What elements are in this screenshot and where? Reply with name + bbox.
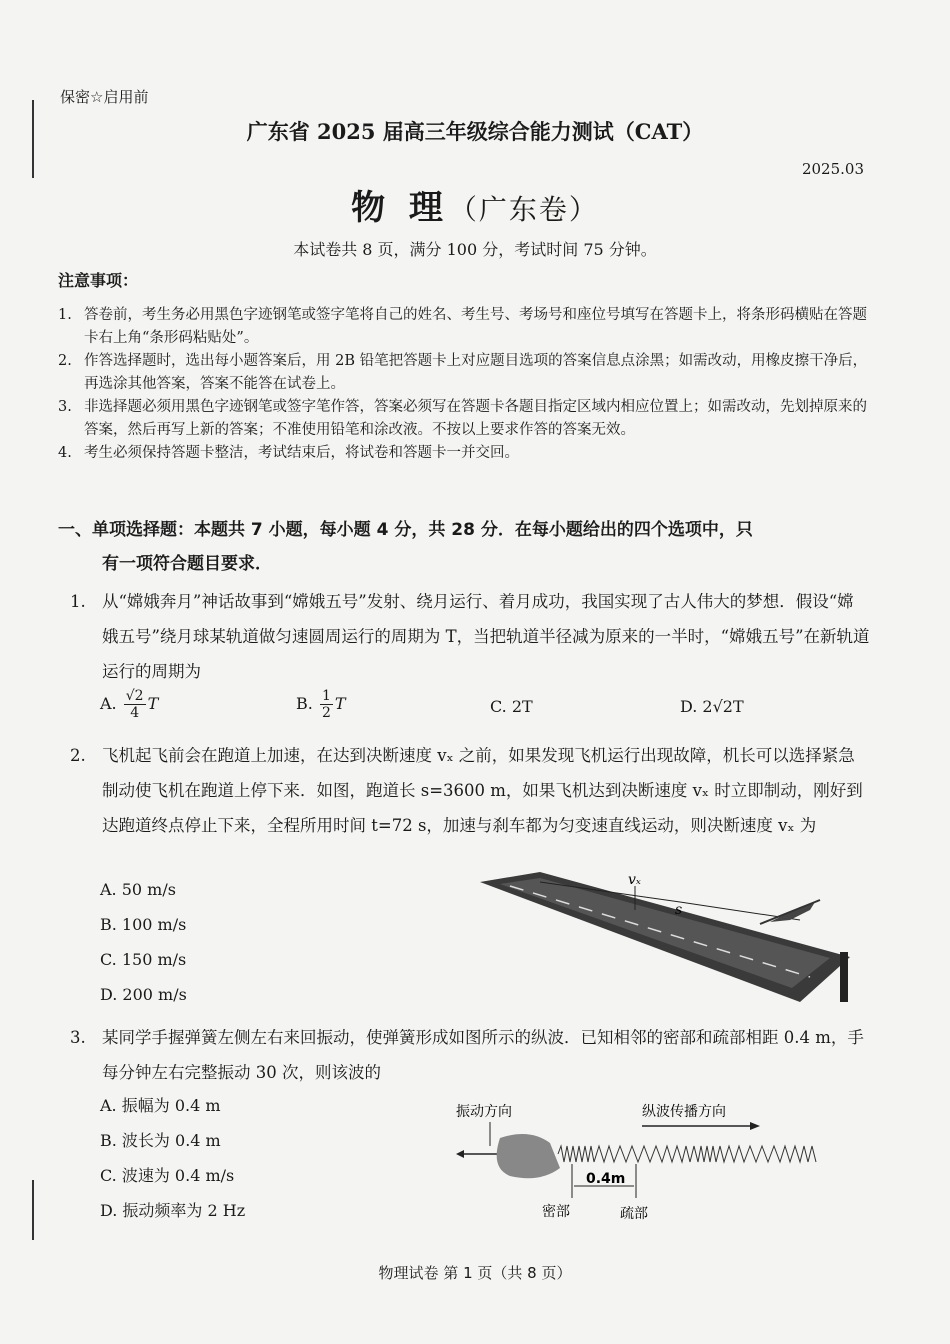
notes-title: 注意事项： [58,271,139,290]
q2-option-a: A. 50 m/s [100,880,176,899]
sparse-label: 疏部 [620,1206,648,1222]
q1-option-b: B. $\frac{1}{2}$ T [296,688,346,721]
question-3 [70,1020,870,1090]
subject-title [0,180,950,229]
hand-icon [497,1134,560,1178]
distance-label: 0.4m [586,1171,626,1187]
q3-option-d: D. 振动频率为 2 Hz [100,1201,246,1220]
confidential-label: 保密☆启用前 [60,88,149,106]
question-number: 1. [70,592,86,611]
q3-option-a: A. 振幅为 0.4 m [100,1096,221,1115]
vibration-direction-label: 振动方向 [456,1104,512,1120]
s-label: s [675,902,683,918]
vx-label: vₓ [628,872,641,888]
question-number: 3. [70,1028,86,1047]
question-number: 2. [70,746,86,765]
runway-figure [470,862,860,1012]
exam-title: 广东省 2025 届高三年级综合能力测试（CAT） [246,119,704,144]
spring-wave-figure [450,1098,870,1228]
q3-option-b: B. 波长为 0.4 m [100,1131,221,1150]
page-footer: 物理试卷 第 1 页（共 8 页） [378,1264,572,1282]
q1-option-d: D. 2√2T [680,697,744,716]
runway-end [840,952,848,1002]
note-item: 4. 考生必须保持答题卡整洁，考试结束后，将试卷和答题卡一并交回。 [58,445,519,461]
note-item: 3. 非选择题必须用黑色字迹钢笔或签字笔作答，答案必须写在答题卡各题目指定区域内相应位置上；如需改动，先划掉原来的答案，然后再写上新的答案；不准使用铅笔和涂改液。不按以上要求作答的答案无效。 [58,399,867,438]
airplane-wing [760,900,820,924]
q2-option-b: B. 100 m/s [100,915,187,934]
q2-option-c: C. 150 m/s [100,950,187,969]
subject-name: 物 理 [351,188,449,228]
note-item: 1. 答卷前，考生务必用黑色字迹钢笔或签字笔将自己的姓名、考生号、考场号和座位号填写在答题卡上，将条形码横贴在答题卡右上角“条形码粘贴处”。 [58,307,867,346]
question-1 [70,584,870,689]
notes-list [58,304,878,465]
propagation-direction-label: 纵波传播方向 [642,1104,726,1120]
margin-line [32,1180,34,1240]
q2-option-d: D. 200 m/s [100,985,187,1004]
subject-sub: （广东卷） [448,193,599,226]
runway-surface [500,878,830,988]
arrow-left-icon [456,1150,464,1158]
arrow-head-icon [750,1122,760,1130]
spring [558,1146,816,1162]
question-text: 飞机起飞前会在跑道上加速，在达到决断速度 vₓ 之前，如果发现飞机运行出现故障，机长可以选择紧急制动使飞机在跑道上停下来．如图，跑道长 s=3600 m，如果飞机达到决断速度 vₓ 时立即制动，刚好到达跑道终点停止下来，全程所用时间 t=72 s，加速与刹车都为匀变速直线运动，则决断速度 vₓ 为 [102,746,863,835]
q1-option-c: C. 2T [490,697,533,716]
dense-label: 密部 [542,1204,570,1220]
question-2 [70,738,870,843]
note-item: 2. 作答选择题时，选出每小题答案后，用 2B 铅笔把答题卡上对应题目选项的答案信息点涂黑；如需改动，用橡皮擦干净后，再选涂其他答案，答案不能答在试卷上。 [58,353,868,392]
exam-info: 本试卷共 8 页，满分 100 分，考试时间 75 分钟。 [293,240,657,259]
question-text: 从“嫦娥奔月”神话故事到“嫦娥五号”发射、绕月运行、着月成功，我国实现了古人伟大的梦想．假设“嫦娥五号”绕月球某轨道做匀速圆周运行的周期为 T，当把轨道半径减为原来的一半时，“嫦娥五号”在新轨道运行的周期为 [102,592,870,681]
question-text: 某同学手握弹簧左侧左右来回振动，使弹簧形成如图所示的纵波．已知相邻的密部和疏部相距 0.4 m，手每分钟左右完整振动 30 次，则该波的 [102,1028,864,1082]
section-title: 一、单项选择题：本题共 7 小题，每小题 4 分，共 28 分．在每小题给出的四个选项中，只 有一项符合题目要求． [58,520,753,574]
q3-option-c: C. 波速为 0.4 m/s [100,1166,235,1185]
exam-date: 2025.03 [801,160,864,178]
q1-option-a: A. $\frac{√2}{4}$ T [100,688,159,721]
